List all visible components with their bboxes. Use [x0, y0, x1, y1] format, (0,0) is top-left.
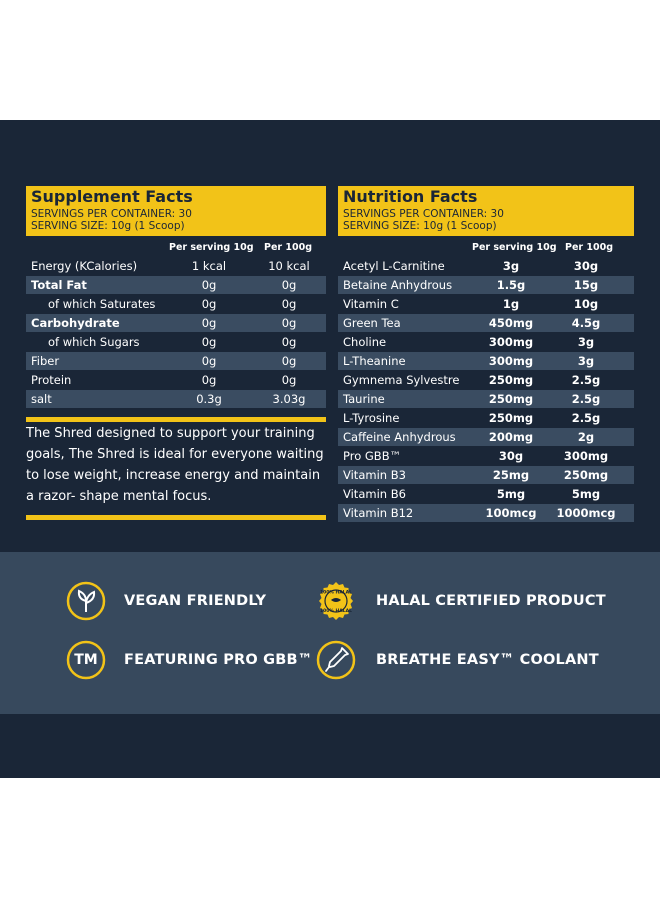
nutrition-row [338, 352, 634, 370]
nutrition-row-per-100g: 15g [573, 278, 599, 292]
supplement-divider-bottom [26, 515, 326, 520]
nutrition-row [338, 295, 634, 313]
nutrition-row [338, 485, 634, 503]
nutrition-row-per-serving: 250mg [488, 411, 534, 425]
supplement-serving-size: SERVING SIZE: 10g (1 Scoop) [31, 220, 185, 232]
supplement-row-per-100g: 0g [281, 297, 297, 311]
nutrition-servings: SERVINGS PER CONTAINER: 30 [343, 208, 504, 220]
nutrition-serving-size: SERVING SIZE: 10g (1 Scoop) [343, 220, 497, 232]
supplement-row-per-serving: 0g [201, 278, 217, 292]
nutrition-row-name: L-Tyrosine [343, 411, 400, 425]
supplement-row [26, 295, 326, 313]
nutrition-row [338, 390, 634, 408]
nutrition-row-name: Gymnema Sylvestre [343, 373, 460, 387]
nutrition-row [338, 371, 634, 389]
supplement-row-per-100g: 0g [281, 335, 297, 349]
supplement-row-per-serving: 0g [201, 373, 217, 387]
dropper-icon [316, 640, 356, 680]
feature-pro-gbb: FEATURING PRO GBB™ [124, 652, 313, 668]
supplement-row-per-100g: 0g [281, 316, 297, 330]
nutrition-row-name: Caffeine Anhydrous [343, 430, 456, 444]
nutrition-row-per-100g: 4.5g [571, 316, 601, 330]
supplement-row-per-serving: 0g [201, 297, 217, 311]
nutrition-row-name: Betaine Anhydrous [343, 278, 453, 292]
supplement-row [26, 352, 326, 370]
nutrition-row-per-serving: 1g [502, 297, 520, 311]
supplement-row-per-100g: 3.03g [272, 392, 306, 406]
nutrition-row-per-100g: 5mg [571, 487, 601, 501]
supplement-row-per-100g: 0g [281, 278, 297, 292]
supplement-row [26, 371, 326, 389]
nutrition-row-per-serving: 1.5g [496, 278, 526, 292]
nutrition-row [338, 428, 634, 446]
nutrition-col-per-serving: Per serving 10g [472, 242, 557, 253]
supplement-row-per-serving: 0g [201, 354, 217, 368]
nutrition-row-name: Choline [343, 335, 387, 349]
halal-seal-bottom-text: 100% HALAL [320, 609, 352, 614]
tm-badge-icon [66, 640, 106, 680]
nutrition-row-name: Pro GBB™ [343, 449, 402, 463]
halal-seal-icon [316, 581, 356, 621]
nutrition-row-name: Acetyl L-Carnitine [343, 259, 445, 273]
nutrition-row-per-100g: 250mg [563, 468, 609, 482]
nutrition-col-per-100g: Per 100g [565, 242, 614, 253]
nutrition-row-name: Vitamin B6 [343, 487, 406, 501]
nutrition-row-per-serving: 450mg [488, 316, 534, 330]
nutrition-row-per-serving: 250mg [488, 373, 534, 387]
supplement-row-per-100g: 10 kcal [268, 259, 310, 273]
supplement-row-name: Energy (KCalories) [31, 259, 138, 273]
supplement-row [26, 257, 326, 275]
supplement-row [26, 314, 326, 332]
nutrition-facts-header [338, 186, 634, 236]
leaf-icon [66, 581, 106, 621]
nutrition-row-per-serving: 200mg [488, 430, 534, 444]
supplement-row-per-serving: 0g [201, 335, 217, 349]
supplement-col-per-100g: Per 100g [264, 242, 313, 253]
supplement-servings: SERVINGS PER CONTAINER: 30 [31, 208, 192, 220]
supplement-row-per-100g: 0g [281, 373, 297, 387]
nutrition-row-name: Vitamin B12 [343, 506, 414, 520]
supplement-row [26, 390, 326, 408]
nutrition-row [338, 504, 634, 522]
supplement-row-name: of which Sugars [48, 335, 140, 349]
nutrition-row [338, 257, 634, 275]
nutrition-row [338, 333, 634, 351]
supplement-row [26, 333, 326, 351]
nutrition-row-per-serving: 30g [498, 449, 524, 463]
supplement-row-name: of which Saturates [48, 297, 156, 311]
supplement-row-per-serving: 1 kcal [191, 259, 227, 273]
nutrition-row-per-100g: 1000mcg [556, 506, 616, 520]
nutrition-row [338, 314, 634, 332]
nutrition-row [338, 466, 634, 484]
nutrition-row-per-100g: 3g [577, 354, 595, 368]
nutrition-row [338, 276, 634, 294]
nutrition-row-per-100g: 2.5g [571, 392, 601, 406]
nutrition-row-per-serving: 300mg [488, 354, 534, 368]
supplement-row-name: Protein [31, 373, 72, 387]
nutrition-row-per-serving: 250mg [488, 392, 534, 406]
nutrition-row-name: Vitamin C [343, 297, 399, 311]
nutrition-row [338, 447, 634, 465]
nutrition-row-per-serving: 300mg [488, 335, 534, 349]
supplement-col-per-serving: Per serving 10g [169, 242, 254, 253]
nutrition-row-per-100g: 10g [573, 297, 599, 311]
product-info-panel [0, 120, 660, 778]
supplement-row-per-serving: 0.3g [196, 392, 222, 406]
supplement-divider-top [26, 417, 326, 422]
nutrition-row-per-100g: 2.5g [571, 373, 601, 387]
supplement-row-per-serving: 0g [201, 316, 217, 330]
supplement-row [26, 276, 326, 294]
supplement-row-name: Total Fat [31, 278, 87, 292]
supplement-row-name: Carbohydrate [31, 316, 120, 330]
supplement-row-name: Fiber [31, 354, 60, 368]
nutrition-row-per-serving: 100mcg [485, 506, 537, 520]
product-description: The Shred designed to support your training goals, The Shred is ideal for everyone waiting to lose weight, increase energy and maintain a razor- shape mental focus. [26, 426, 324, 504]
nutrition-row-per-100g: 300mg [563, 449, 609, 463]
halal-seal-top-text: 100% HALAL [320, 590, 352, 596]
supplement-facts-title: Supplement Facts [31, 187, 193, 206]
supplement-row-name: salt [31, 392, 52, 406]
features-band [0, 552, 660, 714]
feature-breathe-easy: BREATHE EASY™ COOLANT [376, 652, 599, 668]
nutrition-facts-title: Nutrition Facts [343, 187, 478, 206]
nutrition-row-per-100g: 2g [577, 430, 595, 444]
feature-halal-certified: HALAL CERTIFIED PRODUCT [376, 593, 606, 609]
nutrition-row-per-serving: 5mg [496, 487, 526, 501]
nutrition-row [338, 409, 634, 427]
tm-badge-text: TM [74, 652, 98, 668]
nutrition-row-per-100g: 3g [577, 335, 595, 349]
nutrition-row-per-100g: 2.5g [571, 411, 601, 425]
nutrition-row-per-100g: 30g [573, 259, 599, 273]
nutrition-row-per-serving: 3g [502, 259, 520, 273]
nutrition-row-name: Vitamin B3 [343, 468, 406, 482]
nutrition-row-name: Taurine [343, 392, 385, 406]
nutrition-row-per-serving: 25mg [492, 468, 530, 482]
feature-vegan-friendly: VEGAN FRIENDLY [124, 593, 267, 609]
supplement-row-per-100g: 0g [281, 354, 297, 368]
nutrition-row-name: L-Theanine [343, 354, 406, 368]
nutrition-row-name: Green Tea [343, 316, 401, 330]
supplement-facts-header [26, 186, 326, 236]
